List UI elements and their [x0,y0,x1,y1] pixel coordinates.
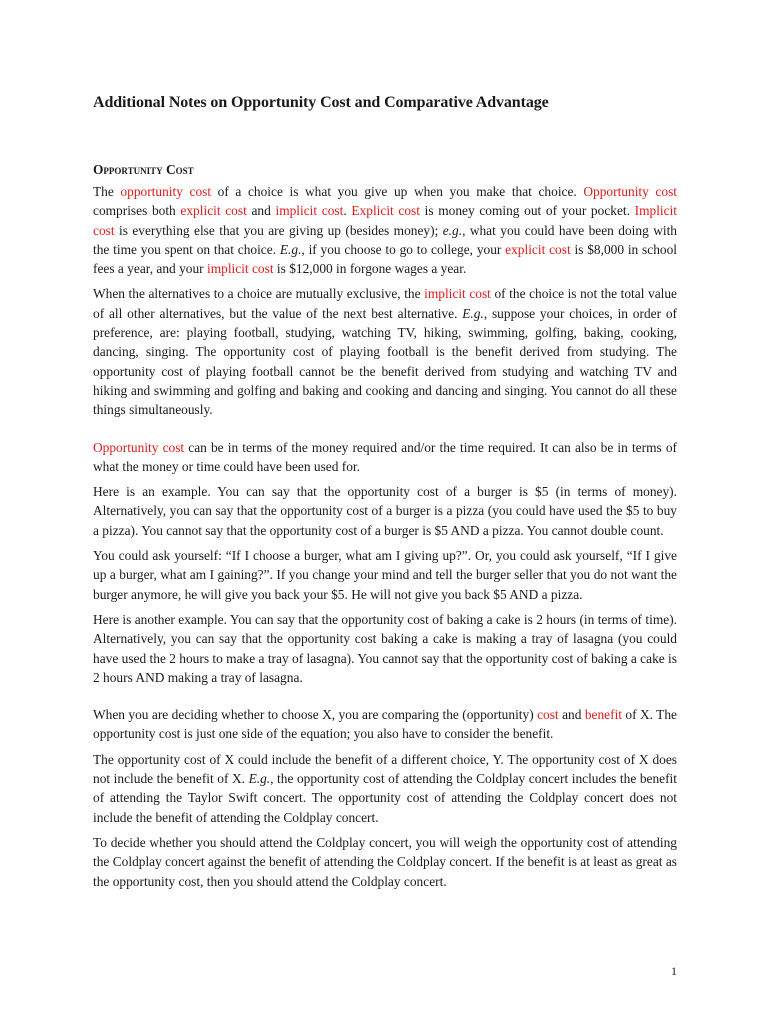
paragraph [93,438,677,477]
highlighted-term: Implicit cost [93,203,678,238]
text-run: You could ask yourself: “If I choose a burger, what am I giving up?”. Or, you could ask yourself, “If I give up a burger, what am I gaining?”. If you change your mind and tell the burger seller that you do not want the burger anymore, he will give you back your $5. He will not give you back $5 AND a pizza. [93,548,677,602]
text-run: is $8,000 in school fees a year, and your [93,241,678,277]
paragraph [93,182,677,278]
italic-text: E.g. [462,305,484,321]
page-number: 1 [671,964,677,978]
text-run: can be in terms of the money required and/or the time required. It can also be in terms of what the money or time could have been used for. [93,439,677,474]
text-run: and [246,203,276,219]
paragraph [93,750,677,827]
paragraph [93,482,677,540]
paragraph [93,610,677,687]
highlighted-term: Opportunity cost [93,439,185,455]
text-run: of the choice is not the total value of all other alternatives, but the value of the next best alternative. [93,286,677,321]
text-run: When you are deciding whether to choose X, you are comparing the (opportunity) [93,707,538,723]
highlighted-term: implicit cost [424,286,491,302]
paragraph [93,705,677,744]
text-run: is money coming out of your pocket. [420,203,635,219]
text-run: When the alternatives to a choice are mutually exclusive, the [93,286,425,302]
highlighted-term: opportunity cost [120,184,212,199]
text-run: comprises both [93,203,181,219]
text-run: . [343,203,352,219]
highlighted-term: Opportunity cost [583,184,678,199]
text-run: Here is an example. You can say that the opportunity cost of a burger is $5 (in terms of money). Alternatively, you can say that the opportunity cost of a burger is a pizza (you could have used the $5 to buy a pizza). You cannot say that the opportunity cost of a burger is $5 AND a pizza. You cannot double count. [93,484,677,538]
highlighted-term: cost [537,707,559,723]
paragraph [93,546,677,604]
highlighted-term: Explicit cost [351,203,420,219]
text-run: The [93,184,121,199]
paragraph [93,284,677,419]
highlighted-term: explicit cost [505,241,571,257]
text-run: To decide whether you should attend the Coldplay concert, you will weigh the opportunity cost of attending the Coldplay concert against the benefit of attending the Coldplay concert. If the benefit is at least as great as the opportunity cost, then you should attend the Coldplay concert. [93,834,677,889]
italic-text: E.g. [248,771,271,787]
text-run: of a choice is what you give up when you make that choice. [211,184,584,199]
text-run: , suppose your choices, in order of preference, are: playing football, studying, watching TV, hiking, swimming, golfing, baking, cooking, dancing, singing. The opportunity cost of playing football is the benefit derived from studying. The opportunity cost of playing football cannot be the benefit derived from studying and watching TV and hiking and swimming and golfing and baking and cooking and dancing and singing. You cannot do all these things simultaneously. [93,305,678,418]
italic-text: e.g. [442,222,463,238]
italic-text: E.g. [279,241,302,257]
text-run: Here is another example. You can say that the opportunity cost of baking a cake is 2 hours (in terms of time). Alternatively, you can say that the opportunity cost baking a cake is making a tray of lasagna (you could have used the 2 hours to make a tray of lasagna). You cannot say that the opportunity cost of baking a cake is 2 hours AND making a tray of lasagna. [93,611,677,685]
text-run: The opportunity cost of X could include the benefit of a different choice, Y. The opportunity cost of X does not include the benefit of X. [93,751,677,787]
text-run: , if you choose to go to college, your [301,241,506,257]
text-run: , the opportunity cost of attending the Coldplay concert includes the benefit of attending the Taylor Swift concert. The opportunity cost of attending the Coldplay concert does not include the benefit of attending the Coldplay concert. [93,771,677,825]
text-run: , what you could have been doing with the time you spent on that choice. [93,222,677,257]
highlighted-term: implicit cost [206,261,274,277]
highlighted-term: benefit [584,707,623,723]
text-run: of X. The opportunity cost is just one side of the equation; you also have to consider the benefit. [93,707,678,742]
section-heading: Opportunity Cost [93,162,194,177]
text-run: is everything else that you are giving up (besides money); [114,222,443,238]
highlighted-term: implicit cost [275,203,344,219]
document-body [93,92,677,897]
document-title: Additional Notes on Opportunity Cost and Comparative Advantage [93,94,549,111]
highlighted-term: explicit cost [180,203,247,219]
text-run: and [558,707,585,723]
text-run: is $12,000 in forgone wages a year. [273,261,467,277]
paragraph [93,833,677,891]
